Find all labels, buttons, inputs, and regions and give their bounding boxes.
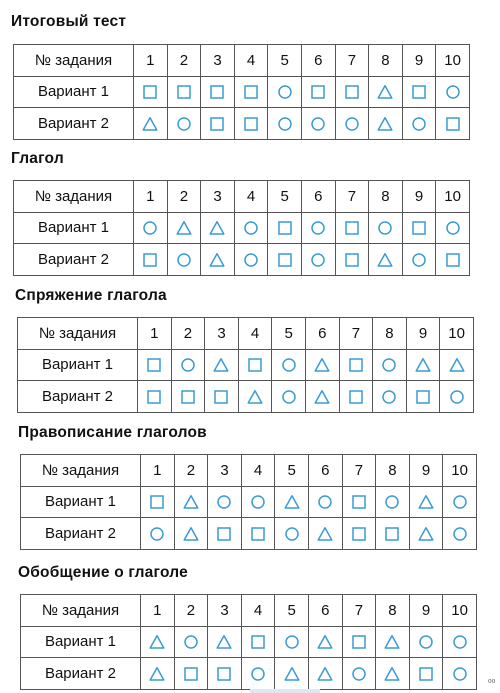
task-number-cell: 2 xyxy=(167,181,201,213)
circle-icon xyxy=(452,526,468,542)
task-number-cell: 8 xyxy=(373,318,407,350)
square-icon xyxy=(411,220,427,236)
square-icon xyxy=(277,220,293,236)
task-number-header: № задания xyxy=(14,181,134,213)
square-icon xyxy=(146,389,162,405)
answer-cell xyxy=(402,212,436,244)
triangle-icon xyxy=(314,357,330,373)
answer-cell xyxy=(141,486,175,518)
circle-icon xyxy=(250,494,266,510)
circle-icon xyxy=(377,220,393,236)
answer-cell xyxy=(308,626,342,658)
task-number-cell: 1 xyxy=(141,455,175,487)
task-number-cell: 8 xyxy=(369,45,403,77)
triangle-icon xyxy=(317,634,333,650)
task-number-cell: 10 xyxy=(443,595,477,627)
answer-cell xyxy=(174,626,208,658)
circle-icon xyxy=(411,252,427,268)
answer-cell xyxy=(301,212,335,244)
circle-icon xyxy=(344,116,360,132)
answer-cell xyxy=(342,626,376,658)
answer-cell xyxy=(234,212,268,244)
square-icon xyxy=(243,116,259,132)
answer-cell xyxy=(238,381,272,413)
table-row xyxy=(21,518,477,550)
answer-cell xyxy=(436,244,470,276)
circle-icon xyxy=(381,357,397,373)
task-number-cell: 9 xyxy=(402,181,436,213)
circle-icon xyxy=(384,494,400,510)
circle-icon xyxy=(183,634,199,650)
answer-cell xyxy=(241,518,275,550)
answer-cell xyxy=(409,626,443,658)
variant-label: Вариант 1 xyxy=(18,349,138,381)
triangle-icon xyxy=(317,666,333,682)
answer-cell xyxy=(134,76,168,108)
answer-cell xyxy=(275,486,309,518)
task-number-cell: 10 xyxy=(443,455,477,487)
task-number-header: № задания xyxy=(21,595,141,627)
task-number-cell: 9 xyxy=(409,595,443,627)
answer-cell xyxy=(436,212,470,244)
answer-cell xyxy=(241,658,275,690)
answer-cell xyxy=(342,518,376,550)
table-header-row xyxy=(14,181,470,213)
answer-cell xyxy=(201,244,235,276)
variant-label: Вариант 1 xyxy=(21,626,141,658)
answer-cell xyxy=(174,518,208,550)
answer-cell xyxy=(167,212,201,244)
answer-cell xyxy=(241,486,275,518)
answer-cell xyxy=(376,486,410,518)
square-icon xyxy=(348,389,364,405)
answers-table xyxy=(13,44,470,140)
answer-cell xyxy=(275,658,309,690)
circle-icon xyxy=(281,389,297,405)
square-icon xyxy=(146,357,162,373)
answer-cell xyxy=(335,212,369,244)
triangle-icon xyxy=(377,84,393,100)
square-icon xyxy=(250,634,266,650)
circle-icon xyxy=(310,252,326,268)
answer-cell xyxy=(268,76,302,108)
square-icon xyxy=(183,666,199,682)
task-number-cell: 6 xyxy=(308,595,342,627)
triangle-icon xyxy=(449,357,465,373)
circle-icon xyxy=(284,634,300,650)
answer-cell xyxy=(436,76,470,108)
triangle-icon xyxy=(377,116,393,132)
answer-cell xyxy=(308,658,342,690)
task-number-cell: 3 xyxy=(208,595,242,627)
variant-label: Вариант 1 xyxy=(21,486,141,518)
answer-cell xyxy=(234,76,268,108)
circle-icon xyxy=(277,84,293,100)
section-title: Правописание глаголов xyxy=(18,424,207,441)
square-icon xyxy=(351,634,367,650)
table-header-row xyxy=(21,455,477,487)
task-number-cell: 8 xyxy=(376,595,410,627)
answer-cell xyxy=(409,486,443,518)
task-number-cell: 6 xyxy=(301,181,335,213)
square-icon xyxy=(411,84,427,100)
circle-icon xyxy=(250,666,266,682)
answer-cell xyxy=(268,244,302,276)
answer-cell xyxy=(241,626,275,658)
answer-cell xyxy=(440,381,474,413)
table-row xyxy=(14,212,470,244)
circle-icon xyxy=(452,634,468,650)
answer-cell xyxy=(373,381,407,413)
square-icon xyxy=(247,357,263,373)
variant-label: Вариант 2 xyxy=(21,658,141,690)
task-number-header: № задания xyxy=(18,318,138,350)
circle-icon xyxy=(418,634,434,650)
circle-icon xyxy=(445,220,461,236)
answer-cell xyxy=(201,212,235,244)
answer-cell xyxy=(443,626,477,658)
answer-cell xyxy=(301,108,335,140)
variant-label: Вариант 2 xyxy=(14,108,134,140)
answer-cell xyxy=(134,212,168,244)
square-icon xyxy=(142,84,158,100)
circle-icon xyxy=(216,494,232,510)
answer-cell xyxy=(234,108,268,140)
circle-icon xyxy=(310,220,326,236)
square-icon xyxy=(445,252,461,268)
answer-cell xyxy=(138,349,172,381)
task-number-cell: 9 xyxy=(406,318,440,350)
triangle-icon xyxy=(149,634,165,650)
answer-cell xyxy=(369,244,403,276)
task-number-cell: 5 xyxy=(275,455,309,487)
triangle-icon xyxy=(284,666,300,682)
answer-cell xyxy=(335,108,369,140)
answer-cell xyxy=(301,244,335,276)
circle-icon xyxy=(381,389,397,405)
task-number-cell: 7 xyxy=(335,181,369,213)
circle-icon xyxy=(176,116,192,132)
answer-cell xyxy=(167,108,201,140)
circle-icon xyxy=(452,666,468,682)
answer-cell xyxy=(167,76,201,108)
square-icon xyxy=(149,494,165,510)
square-icon xyxy=(348,357,364,373)
answer-cell xyxy=(402,76,436,108)
circle-icon xyxy=(281,357,297,373)
square-icon xyxy=(250,526,266,542)
task-number-header: № задания xyxy=(21,455,141,487)
square-icon xyxy=(415,389,431,405)
answer-cell xyxy=(238,349,272,381)
triangle-icon xyxy=(247,389,263,405)
square-icon xyxy=(445,116,461,132)
task-number-cell: 1 xyxy=(134,45,168,77)
table-row xyxy=(14,76,470,108)
triangle-icon xyxy=(183,526,199,542)
task-number-cell: 1 xyxy=(134,181,168,213)
task-number-cell: 10 xyxy=(436,181,470,213)
answer-cell xyxy=(272,381,306,413)
triangle-icon xyxy=(314,389,330,405)
answers-table xyxy=(17,317,474,413)
task-number-cell: 4 xyxy=(241,595,275,627)
task-number-cell: 4 xyxy=(234,181,268,213)
circle-icon xyxy=(317,494,333,510)
table-row xyxy=(21,658,477,690)
circle-icon xyxy=(449,389,465,405)
triangle-icon xyxy=(213,357,229,373)
circle-icon xyxy=(452,494,468,510)
answer-cell xyxy=(174,658,208,690)
answer-cell xyxy=(201,76,235,108)
task-number-cell: 4 xyxy=(238,318,272,350)
triangle-icon xyxy=(209,220,225,236)
answer-cell xyxy=(208,518,242,550)
answer-cell xyxy=(272,349,306,381)
section-title: Обобщение о глаголе xyxy=(18,564,188,581)
answer-cell xyxy=(208,658,242,690)
answer-cell xyxy=(443,486,477,518)
task-number-cell: 1 xyxy=(141,595,175,627)
square-icon xyxy=(418,666,434,682)
triangle-icon xyxy=(377,252,393,268)
square-icon xyxy=(344,220,360,236)
table-header-row xyxy=(18,318,474,350)
task-number-cell: 2 xyxy=(167,45,201,77)
answer-cell xyxy=(134,108,168,140)
task-number-cell: 8 xyxy=(369,181,403,213)
triangle-icon xyxy=(183,494,199,510)
answer-cell xyxy=(134,244,168,276)
task-number-cell: 4 xyxy=(241,455,275,487)
triangle-icon xyxy=(317,526,333,542)
task-number-cell: 8 xyxy=(376,455,410,487)
task-number-cell: 5 xyxy=(275,595,309,627)
answer-cell xyxy=(409,658,443,690)
corner-mark: ⁰⁰ xyxy=(488,678,496,688)
triangle-icon xyxy=(384,666,400,682)
task-number-cell: 7 xyxy=(335,45,369,77)
answer-cell xyxy=(369,108,403,140)
answer-cell xyxy=(208,626,242,658)
answer-cell xyxy=(369,76,403,108)
task-number-cell: 10 xyxy=(436,45,470,77)
table-row xyxy=(21,486,477,518)
bottom-decorative-bar xyxy=(250,689,320,693)
square-icon xyxy=(176,84,192,100)
task-number-cell: 3 xyxy=(201,181,235,213)
task-number-cell: 2 xyxy=(174,455,208,487)
answer-cell xyxy=(373,349,407,381)
task-number-cell: 3 xyxy=(205,318,239,350)
circle-icon xyxy=(351,666,367,682)
triangle-icon xyxy=(418,494,434,510)
square-icon xyxy=(142,252,158,268)
answer-cell xyxy=(369,212,403,244)
task-number-cell: 3 xyxy=(208,455,242,487)
square-icon xyxy=(243,84,259,100)
variant-label: Вариант 2 xyxy=(18,381,138,413)
answer-cell xyxy=(305,349,339,381)
circle-icon xyxy=(243,252,259,268)
table-row xyxy=(21,626,477,658)
task-number-cell: 1 xyxy=(138,318,172,350)
task-number-cell: 7 xyxy=(342,595,376,627)
answer-cell xyxy=(174,486,208,518)
square-icon xyxy=(180,389,196,405)
answer-cell xyxy=(268,108,302,140)
answer-cell xyxy=(208,486,242,518)
task-number-cell: 2 xyxy=(174,595,208,627)
triangle-icon xyxy=(176,220,192,236)
section-title: Спряжение глагола xyxy=(15,287,167,304)
circle-icon xyxy=(310,116,326,132)
answers-table xyxy=(13,180,470,276)
task-number-cell: 6 xyxy=(308,455,342,487)
square-icon xyxy=(209,84,225,100)
triangle-icon xyxy=(209,252,225,268)
answer-cell xyxy=(305,381,339,413)
answer-cell xyxy=(171,349,205,381)
answer-cell xyxy=(335,244,369,276)
table-row xyxy=(18,349,474,381)
answer-cell xyxy=(443,658,477,690)
task-number-cell: 6 xyxy=(301,45,335,77)
square-icon xyxy=(351,494,367,510)
table-header-row xyxy=(21,595,477,627)
square-icon xyxy=(344,84,360,100)
answer-cell xyxy=(409,518,443,550)
circle-icon xyxy=(180,357,196,373)
answer-cell xyxy=(141,658,175,690)
answer-cell xyxy=(342,658,376,690)
answer-cell xyxy=(376,518,410,550)
variant-label: Вариант 2 xyxy=(21,518,141,550)
square-icon xyxy=(216,666,232,682)
task-number-cell: 3 xyxy=(201,45,235,77)
task-number-cell: 7 xyxy=(342,455,376,487)
square-icon xyxy=(310,84,326,100)
task-number-cell: 10 xyxy=(440,318,474,350)
square-icon xyxy=(209,116,225,132)
answer-cell xyxy=(406,381,440,413)
section-title: Глагол xyxy=(11,150,64,167)
task-number-cell: 5 xyxy=(268,45,302,77)
task-number-cell: 6 xyxy=(305,318,339,350)
answer-cell xyxy=(406,349,440,381)
answer-cell xyxy=(376,658,410,690)
task-number-cell: 9 xyxy=(402,45,436,77)
square-icon xyxy=(277,252,293,268)
triangle-icon xyxy=(284,494,300,510)
answer-cell xyxy=(205,349,239,381)
answer-cell xyxy=(275,518,309,550)
answer-cell xyxy=(268,212,302,244)
variant-label: Вариант 2 xyxy=(14,244,134,276)
table-row xyxy=(14,244,470,276)
circle-icon xyxy=(445,84,461,100)
square-icon xyxy=(384,526,400,542)
answer-cell xyxy=(376,626,410,658)
circle-icon xyxy=(284,526,300,542)
triangle-icon xyxy=(384,634,400,650)
task-number-cell: 5 xyxy=(268,181,302,213)
square-icon xyxy=(216,526,232,542)
task-number-cell: 5 xyxy=(272,318,306,350)
answer-cell xyxy=(138,381,172,413)
circle-icon xyxy=(176,252,192,268)
section-title: Итоговый тест xyxy=(11,13,127,30)
circle-icon xyxy=(277,116,293,132)
task-number-cell: 4 xyxy=(234,45,268,77)
square-icon xyxy=(213,389,229,405)
answer-cell xyxy=(141,626,175,658)
table-header-row xyxy=(14,45,470,77)
answer-cell xyxy=(308,486,342,518)
answer-cell xyxy=(301,76,335,108)
answer-cell xyxy=(167,244,201,276)
square-icon xyxy=(351,526,367,542)
answer-cell xyxy=(171,381,205,413)
circle-icon xyxy=(243,220,259,236)
variant-label: Вариант 1 xyxy=(14,76,134,108)
answer-cell xyxy=(443,518,477,550)
answer-cell xyxy=(335,76,369,108)
answer-cell xyxy=(436,108,470,140)
answer-cell xyxy=(234,244,268,276)
answer-cell xyxy=(440,349,474,381)
task-number-cell: 9 xyxy=(409,455,443,487)
triangle-icon xyxy=(418,526,434,542)
circle-icon xyxy=(149,526,165,542)
answer-cell xyxy=(339,381,373,413)
task-number-cell: 2 xyxy=(171,318,205,350)
task-number-cell: 7 xyxy=(339,318,373,350)
answer-cell xyxy=(402,108,436,140)
answer-cell xyxy=(275,626,309,658)
answer-cell xyxy=(402,244,436,276)
answer-cell xyxy=(205,381,239,413)
answer-cell xyxy=(308,518,342,550)
answer-cell xyxy=(141,518,175,550)
square-icon xyxy=(344,252,360,268)
triangle-icon xyxy=(142,116,158,132)
answer-cell xyxy=(339,349,373,381)
triangle-icon xyxy=(415,357,431,373)
circle-icon xyxy=(411,116,427,132)
answer-cell xyxy=(342,486,376,518)
task-number-header: № задания xyxy=(14,45,134,77)
triangle-icon xyxy=(149,666,165,682)
answers-table xyxy=(20,454,477,550)
triangle-icon xyxy=(216,634,232,650)
variant-label: Вариант 1 xyxy=(14,212,134,244)
table-row xyxy=(14,108,470,140)
circle-icon xyxy=(142,220,158,236)
answer-cell xyxy=(201,108,235,140)
answers-table xyxy=(20,594,477,690)
table-row xyxy=(18,381,474,413)
